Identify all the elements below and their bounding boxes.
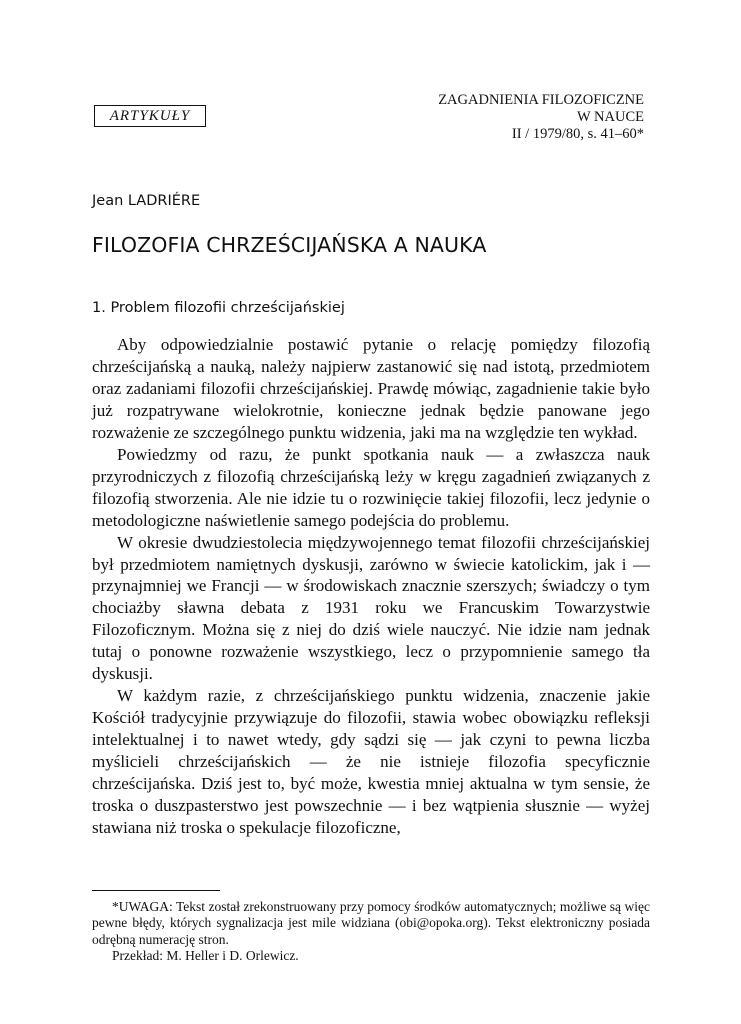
journal-info: [344, 92, 644, 143]
body-paragraph: W każdym razie, z chrześcijańskiego punktu widzenia, znaczenie jakie Kościół tradycyjnie przywiązuje do filozofii, stawia wobec obowiązku refleksji intelektualnej i to nawet wtedy, gdy sądzi się — jak czyni to pewna liczba myślicieli chrześcijańskich — że nie istnieje filozofia specyficznie chrześcijańska. Dziś jest to, być może, kwestia mniej aktualna w tym sensie, że troska o duszpasterstwo jest powszechnie — i bez wątpienia słusznie — wyżej stawiana niż troska o spekulacje filozoficzne,: [92, 686, 650, 837]
article-title: FILOZOFIA CHRZEŚCIJAŃSKA A NAUKA: [92, 233, 487, 257]
section-label: ARTYKUŁY: [109, 108, 191, 124]
footnote-note: *UWAGA: Tekst został zrekonstruowany przy pomocy środków automatycznych; możliwe są więc pewne błędy, których sygnalizacja jest mile widziana (obi@opoka.org). Tekst elektroniczny posiada odrębną numerację stron.: [92, 899, 650, 947]
body-paragraph: Aby odpowiedzialnie postawić pytanie o relację pomiędzy filozofią chrześcijańską a nauką, należy najpierw zastanowić się nad istotą, przedmiotem oraz zadaniami filozofii chrześcijańskiej. Prawdę mówiąc, zagadnienie takie było już rozpatrywane wielokrotnie, konieczne jednak będzie panowane jego rozważenie ze szczególnego punktu widzenia, jaki ma na względzie ten wykład.: [92, 335, 650, 442]
body-paragraph: W okresie dwudziestolecia międzywojennego temat filozofii chrześcijańskiej był przedmiotem namiętnych dyskusji, zarówno w świecie katolickim, jak i — przynajmniej we Francji — w środowiskach znacznie szerszych; świadczy o tym chociażby sławna debata z 1931 roku we Francuskim Towarzystwie Filozoficznym. Można się z niej do dziś wiele nauczyć. Nie idzie nam jednak tutaj o ponowne rozważenie wszystkiego, lecz o przypomnienie samego tła dyskusji.: [92, 532, 650, 684]
section-label-box: [94, 105, 206, 127]
article-body: [92, 334, 650, 839]
section-heading: 1. Problem filozofii chrześcijańskiej: [92, 300, 345, 316]
footnote-divider: [92, 890, 220, 891]
body-paragraph: Powiedzmy od razu, że punkt spotkania nauk — a zwłaszcza nauk przyrodniczych z filozofią chrześcijańską leży w kręgu zagadnień związanych z filozofią stworzenia. Ale nie idzie tu o rozwinięcie takiej filozofii, lecz jedynie o metodologiczne naświetlenie samego podejścia do problemu.: [92, 444, 650, 530]
footnotes: [92, 899, 650, 964]
footnote-translation: Przekład: M. Heller i D. Orlewicz.: [112, 947, 299, 963]
author-name: Jean LADRIÉRE: [92, 193, 201, 209]
journal-name-line: ZAGADNIENIA FILOZOFICZNE: [438, 92, 644, 108]
journal-issue-line: II / 1979/80, s. 41–60*: [511, 126, 644, 142]
journal-subtitle-line: W NAUCE: [577, 109, 644, 125]
